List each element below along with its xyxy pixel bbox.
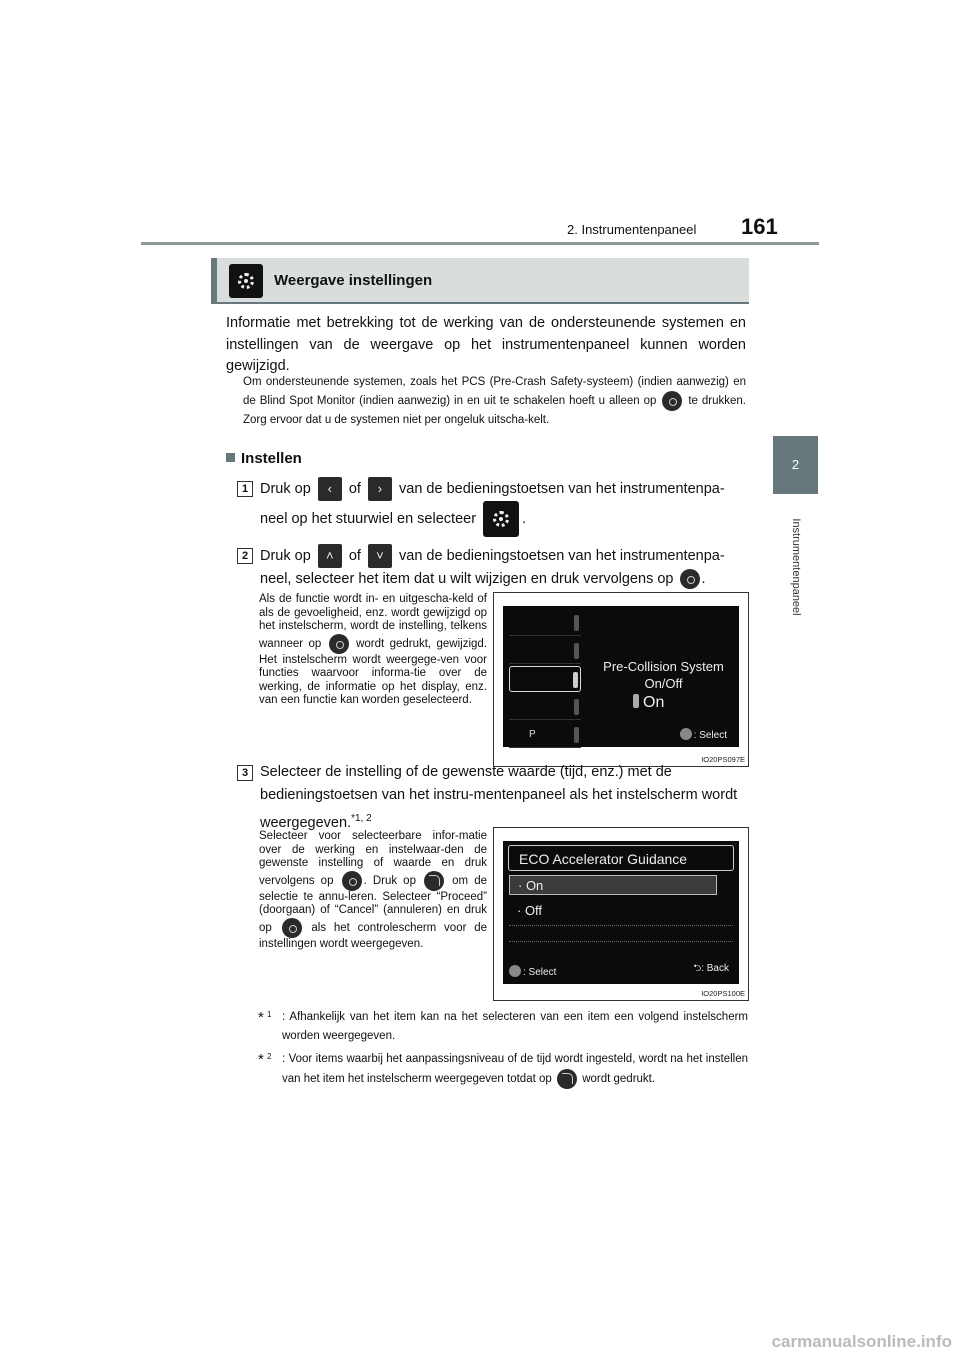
display-screen — [503, 606, 739, 747]
ok-button-icon — [662, 391, 682, 411]
gear-icon — [483, 501, 519, 537]
chapter-title: 2. Instrumentenpaneel — [567, 222, 697, 237]
select-hint: : Select — [680, 728, 727, 741]
step-3-description: Selecteer voor selecteerbare infor-matie over de werking en instelwaar-den de gewenste instelling of waarde en druk vervolgens op . Druk op om de selectie te annu-leren. Selecteer “Proceed” (doorgaan) of “Cancel” (annuleren) en druk op als het controlescherm voor de instellingen wordt weergegeven. — [259, 830, 487, 950]
select-hint: : Select — [509, 965, 556, 978]
step-number-1: 1 — [237, 481, 253, 497]
gear-icon — [229, 264, 263, 298]
back-hint: ⮌: Back — [693, 963, 729, 974]
figure-eco-guidance — [493, 827, 749, 1001]
chapter-tab-label: Instrumentenpaneel — [790, 518, 802, 616]
step-1-text: Druk op ‹ of › van de bedieningstoetsen van het instrumentenpa-neel op het stuurwiel en selecteer . — [260, 477, 747, 537]
ok-button-icon — [342, 871, 362, 891]
step-number-3: 3 — [237, 765, 253, 781]
ok-button-icon — [282, 918, 302, 938]
display-screen — [503, 841, 739, 984]
square-bullet-icon — [226, 453, 235, 462]
intro-text: Informatie met betrekking tot de werking van de ondersteunende systemen en instellingen van de weergave op het instrumentenpaneel kunnen worden gewijzigd. — [226, 315, 746, 374]
note-text: Om ondersteunende systemen, zoals het PCS (Pre-Crash Safety-systeem) (indien aanwezig) en de Blind Spot Monitor (indien aanwezig) in en uit te schakelen hoeft u alleen op te drukken. Zorg ervoor dat u de systemen niet per ongeluk uitscha-kelt. — [243, 376, 746, 426]
chevron-down-icon: ˅ — [368, 544, 392, 568]
watermark: carmanualsonline.info — [771, 1332, 952, 1351]
chevron-left-icon: ‹ — [318, 477, 342, 501]
ok-button-icon — [680, 569, 700, 589]
step-3-text: Selecteer de instelling of de gewenste waarde (tijd, enz.) met de bedieningstoetsen van het instru-mentenpaneel als het instelscherm wordt weergegeven.$^{*1, 2}$ — [260, 764, 738, 831]
divider — [509, 925, 733, 926]
parking-icon: P — [509, 722, 581, 748]
ok-button-icon — [329, 634, 349, 654]
figure-precollision — [493, 592, 749, 767]
chapter-tab[interactable]: 2 — [773, 436, 818, 494]
subheading: Instellen — [226, 450, 302, 467]
option-on: · On — [509, 875, 717, 895]
step-2-text: Druk op ˄ of ˅ van de bedieningstoetsen van het instrumentenpa-neel, selecteer het item dat u wilt wijzigen en druk vervolgens op . — [260, 544, 747, 591]
step-number-2: 2 — [237, 548, 253, 564]
chevron-up-icon: ˄ — [318, 544, 342, 568]
screen-title: Pre-Collision System On/Off — [603, 659, 724, 691]
bsm-icon — [509, 694, 581, 720]
back-button-icon — [557, 1069, 577, 1089]
step-2-description: Als de functie wordt in- en uitgescha-keld of als de gevoeligheid, enz. wordt gewijzigd op het instelscherm, wordt de instelling, telkens wanneer op wordt gedrukt, gewijzigd. Het instelscherm wordt weergege-ven voor functies waarvoor informa-tie over de werking, de informatie op het display, enz. van een functie kan worden geselecteerd. — [259, 593, 488, 706]
screen-title: ECO Accelerator Guidance — [508, 845, 734, 871]
precollision-icon — [509, 666, 581, 692]
sound-icon — [509, 638, 581, 664]
figure-code: IO20PS100E — [701, 989, 745, 998]
back-arrow-icon: ⮌ — [693, 963, 702, 974]
ok-button-icon — [509, 965, 521, 977]
back-button-icon — [424, 871, 444, 891]
page-number: 161 — [741, 214, 778, 239]
figure-code: IO20PS097E — [701, 755, 745, 764]
screen-value: On — [633, 694, 664, 712]
ok-button-icon — [680, 728, 692, 740]
divider — [509, 941, 733, 942]
settings-menu — [509, 610, 581, 750]
toggle-icon — [633, 694, 639, 708]
header-rule — [141, 242, 819, 245]
section-title: Weergave instellingen — [274, 272, 433, 289]
section-header — [211, 258, 749, 304]
footnote-1: * 1 : Afhankelijk van het item kan na het selecteren van een item een volgend instelscherm worden weergegeven. — [258, 1009, 748, 1042]
footnote-2: * 2 : Voor items waarbij het aanpassingsniveau of de tijd wordt ingesteld, wordt na het instellen van het item het instelscherm weergegeven totdat op wordt gedrukt. — [258, 1050, 748, 1089]
lane-icon — [509, 610, 581, 636]
chevron-right-icon: › — [368, 477, 392, 501]
option-off: · Off — [517, 903, 543, 918]
